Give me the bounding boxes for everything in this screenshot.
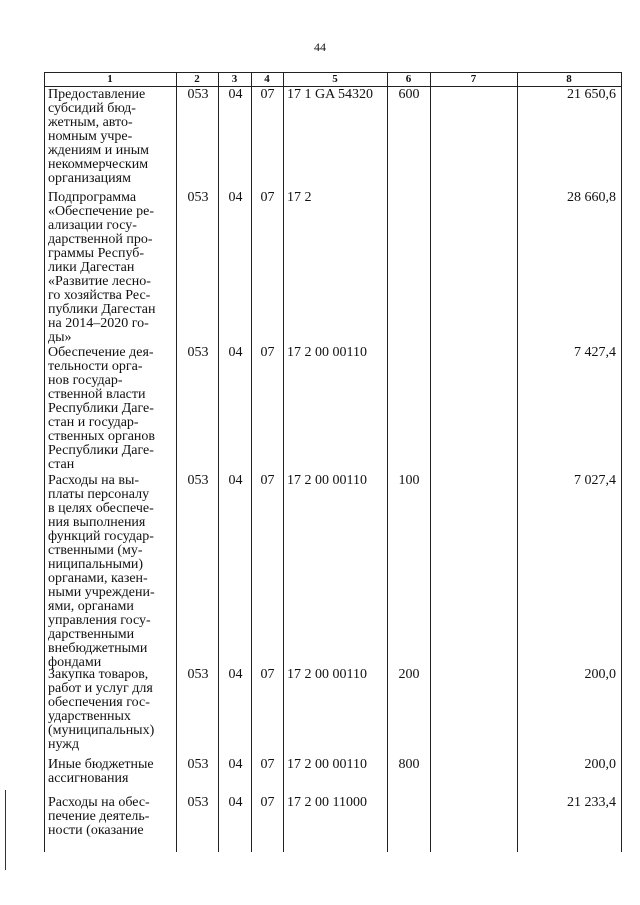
column-header: 4 [264, 73, 270, 85]
description-line: Закупка товаров, [48, 667, 149, 682]
cell-col4: 07 [260, 757, 275, 772]
description-line: ственных органов [48, 429, 156, 444]
cell-col8: 28 660,8 [567, 190, 616, 205]
description-line: фондами [48, 655, 102, 670]
description-line: лики Дагестан [48, 260, 135, 275]
description-line: ды» [48, 330, 72, 345]
description-line: организациям [48, 171, 131, 186]
description-line: обеспечения гос- [48, 695, 150, 710]
cell-col3: 04 [228, 795, 243, 810]
cell-col5: 17 2 00 00110 [287, 345, 367, 360]
description-line: дарственными [48, 627, 135, 642]
column-header: 8 [566, 73, 572, 85]
description-line: номным учре- [48, 129, 133, 144]
row-description [48, 758, 176, 786]
cell-col8: 7 427,4 [574, 345, 616, 360]
description-line: публики Дагестан [48, 302, 156, 317]
column-header: 3 [231, 73, 238, 85]
description-line: в целях обеспече- [48, 501, 154, 516]
cell-col2: 053 [187, 473, 209, 488]
cell-col2: 053 [187, 795, 209, 810]
description-line: работ и услуг для [48, 681, 153, 696]
column-header: 1 [107, 73, 113, 85]
cell-col3: 04 [228, 87, 243, 102]
description-line: Республики Даге- [48, 443, 154, 458]
cell-col3: 04 [228, 345, 243, 360]
description-line: печение деятель- [48, 809, 150, 824]
cell-col6: 100 [398, 473, 420, 488]
row-description [48, 191, 176, 345]
description-line: «Развитие лесно- [48, 274, 151, 289]
cell-col2: 053 [187, 87, 209, 102]
description-line: ными учреждени- [48, 585, 155, 600]
description-line: Обеспечение дея- [48, 345, 154, 360]
cell-col4: 07 [260, 190, 275, 205]
cell-col5: 17 1 GA 54320 [287, 87, 373, 102]
row-description [48, 474, 176, 670]
cell-col8: 21 650,6 [567, 87, 616, 102]
description-line: нужд [48, 737, 80, 752]
row-description [48, 346, 176, 472]
description-line: Расходы на вы- [48, 473, 140, 488]
page-number: 44 [314, 40, 326, 54]
description-line: стан и государ- [48, 415, 139, 430]
cell-col4: 07 [260, 795, 275, 810]
column-border [430, 72, 431, 852]
column-border [283, 72, 284, 852]
description-line: ственными (му- [48, 543, 143, 558]
description-line: ударственных [48, 709, 131, 724]
cell-col6: 600 [398, 87, 420, 102]
cell-col5: 17 2 00 11000 [287, 795, 367, 810]
column-header: 5 [332, 73, 338, 85]
description-line: «Обеспечение ре- [48, 204, 155, 219]
column-border [517, 72, 518, 852]
row-description [48, 796, 176, 838]
cell-col4: 07 [260, 87, 275, 102]
cell-col5: 17 2 00 00110 [287, 667, 367, 682]
description-line: ассигнования [48, 771, 129, 786]
column-border [251, 72, 252, 852]
description-line: (муниципальных) [48, 723, 155, 738]
cell-col3: 04 [228, 667, 243, 682]
cell-col6: 800 [398, 757, 420, 772]
description-line: на 2014–2020 го- [48, 316, 149, 331]
description-line: ственной власти [48, 387, 146, 402]
column-header: 6 [405, 73, 412, 85]
description-line: Подпрограмма [48, 190, 137, 205]
description-line: ями, органами [48, 599, 134, 614]
cell-col8: 200,0 [584, 667, 616, 682]
description-line: ности (оказание [48, 823, 144, 838]
description-line: некоммерческим [48, 157, 149, 172]
description-line: граммы Респуб- [48, 246, 145, 261]
cell-col5: 17 2 [287, 190, 312, 205]
column-header: 7 [470, 73, 477, 85]
description-line: органами, казен- [48, 571, 148, 586]
description-line: Расходы на обес- [48, 795, 150, 810]
cell-col2: 053 [187, 345, 209, 360]
cell-col3: 04 [228, 190, 243, 205]
column-border [44, 72, 45, 852]
column-border [218, 72, 219, 852]
description-line: дарственной про- [48, 232, 153, 247]
cell-col5: 17 2 00 00110 [287, 473, 367, 488]
description-line: ниципальными) [48, 557, 144, 572]
cell-col6: 200 [398, 667, 420, 682]
cell-col8: 21 233,4 [567, 795, 616, 810]
description-line: ализации госу- [48, 218, 137, 233]
cell-col2: 053 [187, 667, 209, 682]
description-line: нов государ- [48, 373, 123, 388]
column-border [387, 72, 388, 852]
description-line: платы персоналу [48, 487, 150, 502]
cell-col2: 053 [187, 757, 209, 772]
description-line: субсидий бюд- [48, 101, 136, 116]
description-line: ждениям и иным [48, 143, 150, 158]
description-line: Иные бюджетные [48, 757, 154, 772]
description-line: Республики Даге- [48, 401, 154, 416]
row-description [48, 88, 176, 186]
cell-col5: 17 2 00 00110 [287, 757, 367, 772]
cell-col4: 07 [260, 473, 275, 488]
description-line: функций государ- [48, 529, 154, 544]
cell-col3: 04 [228, 473, 243, 488]
column-border [621, 72, 622, 852]
description-line: стан [48, 457, 75, 472]
description-line: внебюджетными [48, 641, 148, 656]
cell-col8: 7 027,4 [574, 473, 616, 488]
cell-col4: 07 [260, 667, 275, 682]
cell-col4: 07 [260, 345, 275, 360]
description-line: го хозяйства Рес- [48, 288, 151, 303]
scan-edge-line [5, 790, 6, 870]
description-line: Предоставление [48, 87, 146, 102]
description-line: ния выполнения [48, 515, 146, 530]
description-line: управления госу- [48, 613, 151, 628]
column-border [176, 72, 177, 852]
description-line: тельности орга- [48, 359, 143, 374]
description-line: жетным, авто- [48, 115, 133, 130]
cell-col8: 200,0 [584, 757, 616, 772]
row-description [48, 668, 176, 752]
column-header: 2 [194, 73, 200, 85]
cell-col2: 053 [187, 190, 209, 205]
cell-col3: 04 [228, 757, 243, 772]
